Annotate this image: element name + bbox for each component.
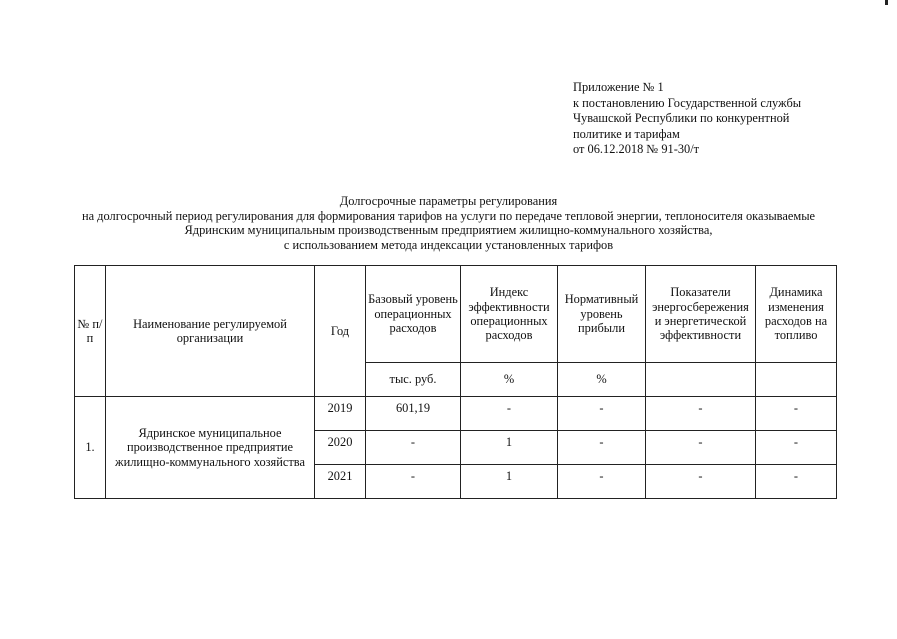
unit-base: тыс. руб. [366,363,461,397]
parameters-table [74,265,837,499]
header-index: Индекс эффективности операционных расходов [461,266,558,363]
cell-energy: - [646,465,756,499]
appendix-line: от 06.12.2018 № 91-30/т [573,142,700,157]
unit-fuel [756,363,837,397]
header-energy: Показатели энергосбережения и энергетической эффективности [646,266,756,363]
cell-fuel: - [756,465,837,499]
appendix-line: политике и тарифам [573,126,680,141]
document-title [0,194,897,252]
title-line: Долгосрочные параметры регулирования [339,194,558,208]
header-base: Базовый уровень операционных расходов [366,266,461,363]
cell-year: 2019 [315,397,366,431]
scan-mark [885,0,888,5]
header-year: Год [315,266,366,397]
cell-energy: - [646,397,756,431]
title-line: с использованием метода индексации установленных тарифов [283,237,614,252]
unit-energy [646,363,756,397]
table-row [75,397,837,431]
cell-base: - [366,431,461,465]
row-org: Ядринское муниципальное производственное предприятие жилищно-коммунального хозяйства [106,397,315,499]
header-profit: Нормативный уровень прибыли [558,266,646,363]
cell-profit: - [558,397,646,431]
appendix-line: Приложение № 1 [573,80,664,94]
title-line: на долгосрочный период регулирования для формирования тарифов на услуги по передаче тепловой энергии, теплоносителя оказываемые [81,208,816,223]
cell-profit: - [558,431,646,465]
cell-fuel: - [756,431,837,465]
appendix-line: Чувашской Республики по конкурентной [573,111,790,126]
cell-base: - [366,465,461,499]
appendix-note [573,80,801,158]
cell-fuel: - [756,397,837,431]
row-num: 1. [75,397,106,499]
header-fuel: Динамика изменения расходов на топливо [756,266,837,363]
unit-profit: % [558,363,646,397]
cell-index: - [461,397,558,431]
title-line: Ядринским муниципальным производственным предприятием жилищно-коммунального хозяйства, [184,223,713,238]
header-row [75,266,837,363]
cell-year: 2020 [315,431,366,465]
cell-index: 1 [461,431,558,465]
cell-year: 2021 [315,465,366,499]
cell-index: 1 [461,465,558,499]
header-org: Наименование регулируемой организации [106,266,315,397]
appendix-line: к постановлению Государственной службы [573,95,802,110]
header-num: № п/п [75,266,106,397]
cell-base: 601,19 [366,397,461,431]
cell-profit: - [558,465,646,499]
cell-energy: - [646,431,756,465]
unit-index: % [461,363,558,397]
